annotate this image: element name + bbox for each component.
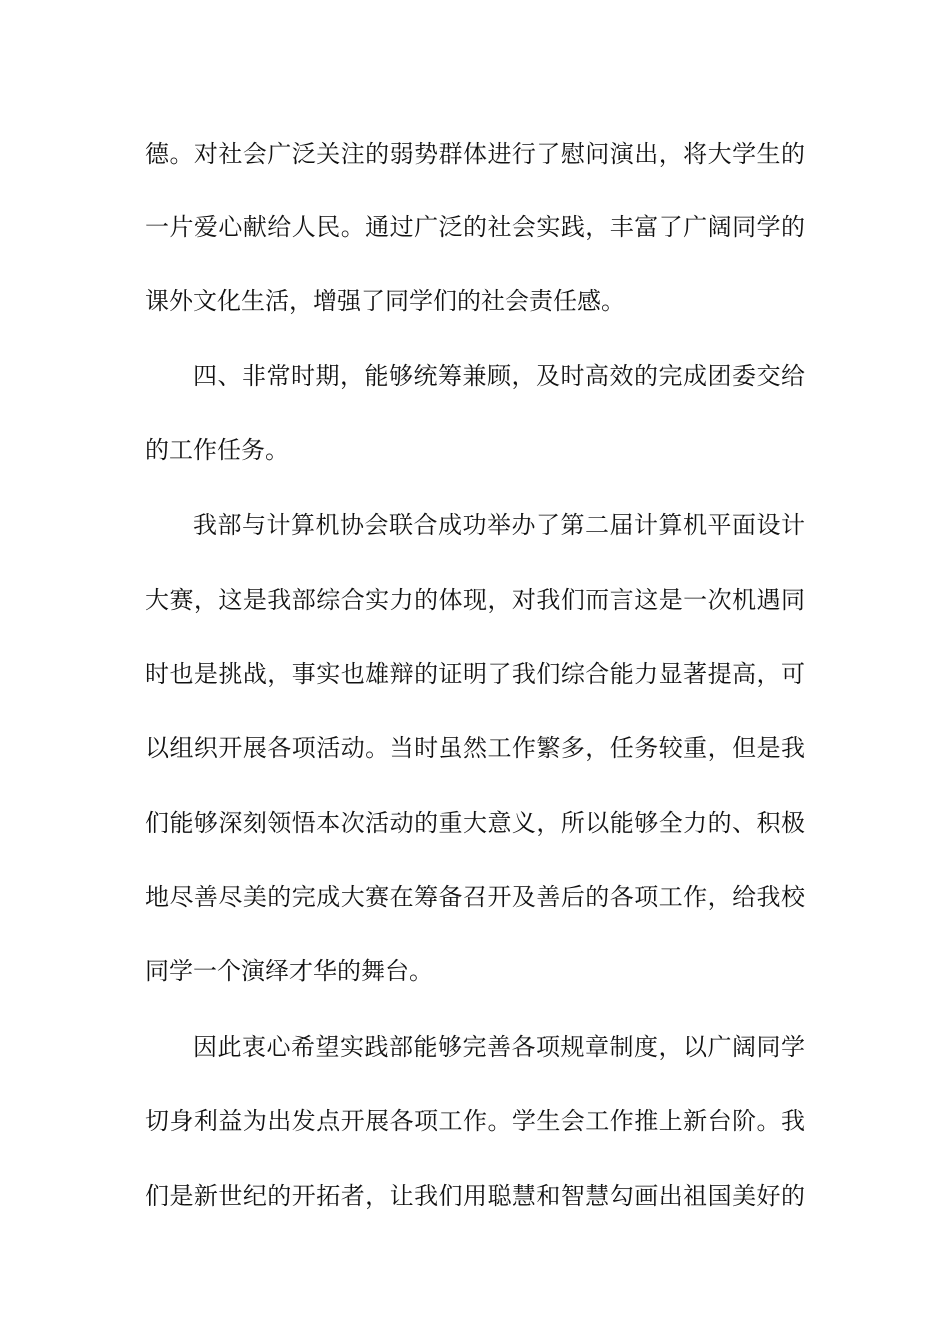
text-line: 德。对社会广泛关注的弱势群体进行了慰问演出，将大学生的 xyxy=(145,140,805,168)
text-line: 时也是挑战，事实也雄辩的证明了我们综合能力显著提高，可 xyxy=(145,660,805,688)
text-line: 的工作任务。 xyxy=(145,436,289,464)
paragraph-start-line: 四、非常时期，能够统筹兼顾，及时高效的完成团委交给 xyxy=(193,362,805,390)
text-line: 以组织开展各项活动。当时虽然工作繁多，任务较重，但是我 xyxy=(145,734,805,762)
text-line: 同学一个演绎才华的舞台。 xyxy=(145,957,433,985)
text-line: 一片爱心献给人民。通过广泛的社会实践，丰富了广阔同学的 xyxy=(145,213,805,241)
text-line: 大赛，这是我部综合实力的体现，对我们而言这是一次机遇同 xyxy=(145,586,805,614)
text-line: 地尽善尽美的完成大赛在筹备召开及善后的各项工作，给我校 xyxy=(145,883,805,911)
text-line: 切身利益为出发点开展各项工作。学生会工作推上新台阶。我 xyxy=(145,1107,805,1135)
text-line: 们能够深刻领悟本次活动的重大意义，所以能够全力的、积极 xyxy=(145,809,805,837)
paragraph-start-line: 我部与计算机协会联合成功举办了第二届计算机平面设计 xyxy=(193,511,805,539)
text-line: 们是新世纪的开拓者，让我们用聪慧和智慧勾画出祖国美好的 xyxy=(145,1182,805,1210)
text-line: 课外文化生活，增强了同学们的社会责任感。 xyxy=(145,287,625,315)
paragraph-start-line: 因此衷心希望实践部能够完善各项规章制度，以广阔同学 xyxy=(193,1033,805,1061)
